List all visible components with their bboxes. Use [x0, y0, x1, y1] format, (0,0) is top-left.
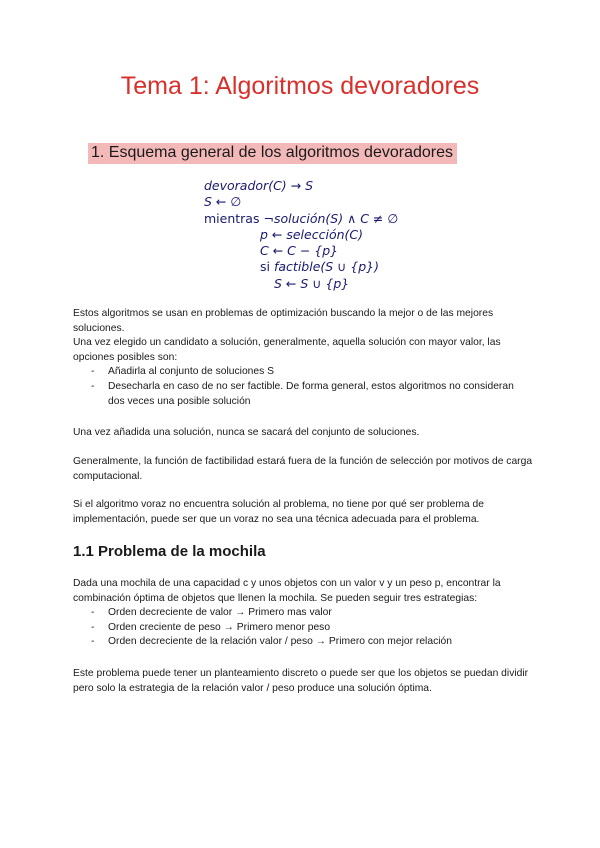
paragraph: Dada una mochila de una capacidad c y unos objetos con un valor v y un peso p, encontrar la combinación óptima de objetos que llenen la mochila. Se pueden seguir tres estrategias:: [73, 578, 501, 604]
list-item: - Añadirla al conjunto de soluciones S: [73, 365, 533, 380]
algo-line: devorador(C) → S: [204, 178, 314, 193]
paragraph: Si el algoritmo voraz no encuentra solución al problema, no tiene por qué ser problema de implementación, puede ser que un voraz no sea una técnica adecuada para el problema.: [73, 499, 484, 525]
section-heading-mochila: 1.1 Problema de la mochila: [73, 543, 266, 560]
algo-line: C ← C − {p}: [260, 243, 339, 259]
intro-text: [73, 307, 533, 409]
strategies-list: [73, 606, 533, 650]
list-item: - Orden decreciente de valor → Primero mas valor: [73, 606, 533, 621]
algo-line: S ← ∅: [204, 194, 242, 210]
mochila-text: [73, 577, 533, 650]
algorithm-block: [204, 178, 398, 292]
paragraph: Este problema puede tener un planteamiento discreto o puede ser que los objetos se puedan dividir pero solo la estrategia de la relación valor / peso produce una solución óptima.: [73, 668, 529, 694]
algo-line: si factible(S ∪ {p}): [260, 259, 380, 275]
algo-line: mientras ¬solución(S) ∧ C ≠ ∅: [204, 210, 399, 226]
list-item: - Desecharla en caso de no ser factible. De forma general, estos algoritmos no consideran dos veces una posible solución: [73, 380, 533, 409]
paragraph: Estos algoritmos se usan en problemas de optimización buscando la mejor o de las mejores soluciones.: [73, 308, 494, 334]
algo-line: p ← selección(C): [260, 226, 363, 242]
list-item: - Orden creciente de peso → Primero menor peso: [73, 621, 533, 636]
paragraph: Una vez elegido un candidato a solución, generalmente, aquella solución con mayor valor, las opciones posibles son:: [73, 337, 501, 363]
section-heading-esquema: 1. Esquema general de los algoritmos devoradores: [88, 143, 457, 164]
list-item: - Orden decreciente de la relación valor / peso → Primero con mejor relación: [73, 635, 533, 650]
algo-line: S ← S ∪ {p}: [274, 275, 350, 291]
paragraph: Una vez añadida una solución, nunca se sacará del conjunto de soluciones.: [73, 427, 420, 438]
page-title: Tema 1: Algoritmos devoradores: [120, 72, 480, 100]
options-list: [73, 365, 533, 409]
paragraph: Generalmente, la función de factibilidad estará fuera de la función de selección por motivos de carga computacional.: [73, 456, 533, 482]
